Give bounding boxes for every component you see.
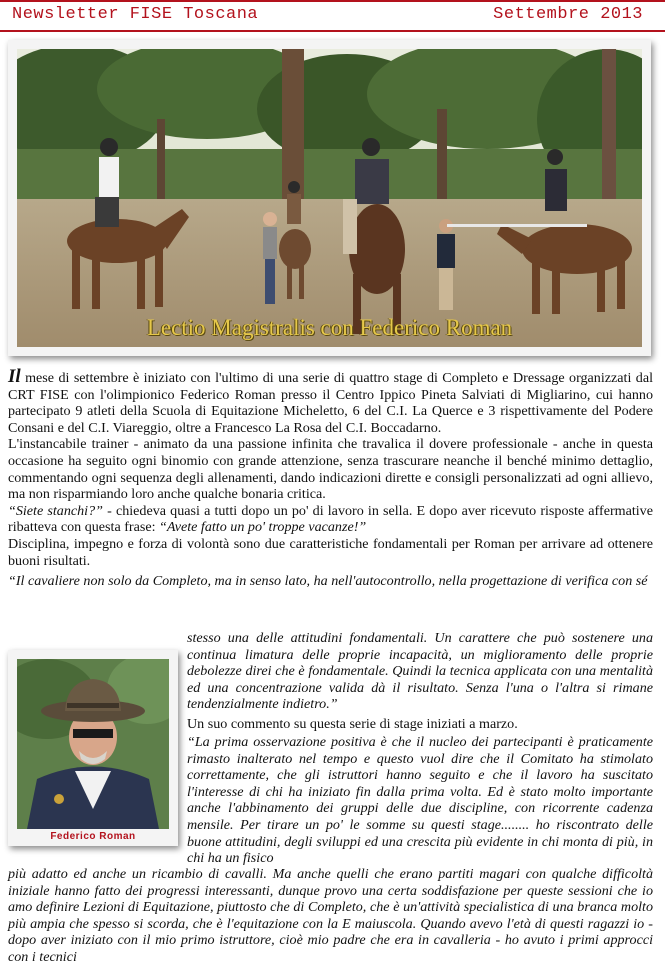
quote-b-full: più adatto ed anche un ricambio di cavalli. Ma anche quelli che erano partiti magari con qualche difficoltà iniziale hanno fatto dei progressi interessanti, dunque provo una certa soddisfazione per queste sessioni che io amo definire Lezioni di Equitazione, piuttosto che di Completo, che è un'attività specialistica di una branca molto più ampia che spesso si scorda, che è l'equitazione con la E maiuscola. Quando avevo l'età di questi ragazzi io - dopo aver iniziato con il mio primo istruttore, cioè mio padre che era in cavalleria - ho avuto i primi approcci con i tecnici xyxy=(8,866,653,965)
paragraph-discipline: Disciplina, impegno e forza di volontà sono due caratteristiche fondamentali per Roman per arrivare ad ottenere buoni risultati. xyxy=(8,535,653,569)
paragraph-intro: Il mese di settembre è iniziato con l'ultimo di una serie di quattro stage di Completo e Dressage organizzati dal CRT FISE con l'olimpionico Federico Roman presso il Centro Ippico Pineta Salviati di Migliarino, cui hanno partecipato 9 atleti della Scuola di Equitazione Micheletto, 6 del C.I. La Querce e 3 rispettivamente del Podere Consani e del C.I. Viareggio, oltre a Francesco La Rosa del C.I. Boccadarno. xyxy=(8,366,653,436)
portrait-caption: Federico Roman xyxy=(50,831,136,842)
drop-cap: Il xyxy=(8,366,21,387)
federico-roman-portrait xyxy=(17,659,169,829)
paragraph-dialogue: “Siete stanchi?” - chiedeva quasi a tutti dopo un po' di lavoro in sella. E dopo aver ricevuto risposte affermative ribatteva con questa frase: “Avete fatto un po' troppe vacanze!” xyxy=(8,502,653,536)
portrait-photo xyxy=(8,650,178,846)
newsletter-title: Newsletter FISE Toscana xyxy=(12,5,259,24)
quote-b-right: “La prima osservazione positiva è che il nucleo dei partecipanti è praticamente rimasto inalterato nel tempo e questo vuol dire che il Comitato ha stimolato correttamente, che gli istruttori hanno seguito e che il lavoro ha suscitato l'interesse di chi ha iniziato fin dalla prima volta. Ed è stato molto importante anche l'abbinamento dei gruppi delle due discipline, con ricorrente cadenza mensile. Per tirare un po' le somme su questi stage........ ho riscontrato delle buone attitudini, degli sviluppi ed una crescita più evidente in chi monta di più, in chi ha un fisico xyxy=(187,734,653,867)
photo-caption: Lectio Magistralis con Federico Roman xyxy=(146,315,513,340)
hero-photo xyxy=(8,40,651,356)
quote-line-full: “Il cavaliere non solo da Completo, ma in senso lato, ha nell'autocontrollo, nella progettazione di verifica con sé xyxy=(8,573,648,590)
header-top-rule xyxy=(0,0,665,2)
riding-lesson-photo xyxy=(17,49,642,347)
paragraph-trainer: L'instancabile trainer - animato da una passione infinita che travalica il dovere professionale - anche in questa occasione ha seguito ogni binomio con grande attenzione, senza trascurare neanche il benché minimo dettaglio, commentando ogni sequenza degli allenamenti, dando indicazioni dirette e consigli personalizzati ad ogni allievo, ma non risparmiando loro anche qualche bonaria critica. xyxy=(8,436,653,503)
header-bottom-rule xyxy=(0,30,665,32)
newsletter-header xyxy=(0,0,665,34)
comment-intro: Un suo commento su questa serie di stage iniziati a marzo. xyxy=(187,716,518,732)
article-body-top xyxy=(8,366,653,590)
issue-date: Settembre 2013 xyxy=(493,5,643,24)
quote-a-continued: stesso una delle attitudini fondamentali. Un carattere che può sostenere una continua limatura delle proprie incapacità, un miglioramento delle proprie debolezze direi che è fondamentale. Quindi la tecnica applicata con una mentalità ed una concentrazione valida dà il risultato. Senza l'una o l'altra si rimane tendenzialmente indietro.” xyxy=(187,630,653,713)
